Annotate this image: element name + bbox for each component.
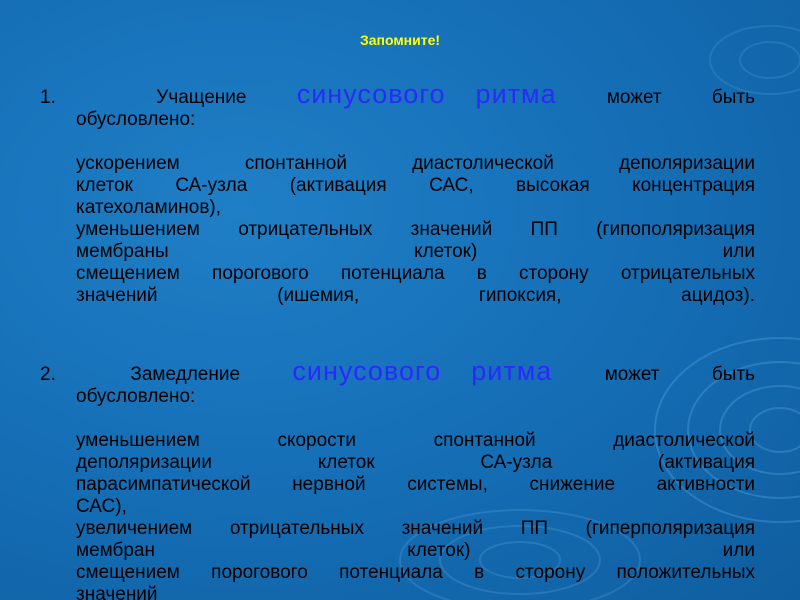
sinus-rhythm-link[interactable] — [296, 79, 557, 109]
item-text-line: увеличением отрицательных значений ПП (гиперполяризация — [76, 518, 755, 539]
list-item-1 — [40, 79, 755, 307]
item-number: 2. — [40, 364, 56, 385]
item-lead-line — [40, 79, 755, 109]
item-body — [40, 109, 755, 307]
item-text-line: ускорением спонтанной диастолической деполяризации — [76, 153, 755, 174]
item-lead-continuation: обусловлено: — [76, 386, 196, 407]
item-text-line: уменьшением отрицательных значений ПП (гипополяризация — [76, 219, 755, 240]
item-text-line: катехоламинов), — [76, 197, 222, 218]
item-text-line: клеток СА-узла (активация САС, высокая концентрация — [76, 175, 755, 196]
item-lead-word: может — [606, 87, 662, 108]
item-text-line: САС), — [76, 496, 127, 517]
item-text-line: мембраны клеток) или — [76, 241, 755, 262]
page-title: Запомните! — [359, 32, 441, 48]
sinus-rhythm-link[interactable] — [292, 356, 553, 386]
item-lead-word: Замедление — [130, 364, 241, 385]
item-lead-word: может — [604, 364, 660, 385]
link-word: ритма — [471, 356, 553, 386]
item-number: 1. — [40, 87, 56, 108]
item-text-line: смещением порогового потенциала в сторону положительных — [76, 562, 755, 583]
item-lead-word: быть — [711, 87, 755, 108]
item-text-line: деполяризации клеток СА-узла (активация — [76, 452, 755, 473]
item-text-line: мембран клеток) или — [76, 540, 755, 561]
item-text-line: уменьшением скорости спонтанной диастолической — [76, 430, 755, 451]
item-text-line: значений — [76, 584, 158, 600]
item-body — [40, 386, 755, 600]
item-text-line: парасимпатической нервной системы, снижение активности — [76, 474, 755, 495]
link-word: синусового — [296, 79, 446, 109]
item-lead-line — [40, 356, 755, 386]
list-item-2 — [40, 356, 755, 600]
link-word: ритма — [475, 79, 557, 109]
item-text-line: смещением порогового потенциала в сторону отрицательных — [76, 263, 755, 284]
item-lead-continuation: обусловлено: — [76, 109, 196, 130]
item-text-line: значений (ишемия, гипоксия, ацидоз). — [76, 285, 755, 306]
item-lead-word: Учащение — [156, 87, 247, 108]
item-lead-word: быть — [711, 364, 755, 385]
link-word: синусового — [292, 356, 442, 386]
